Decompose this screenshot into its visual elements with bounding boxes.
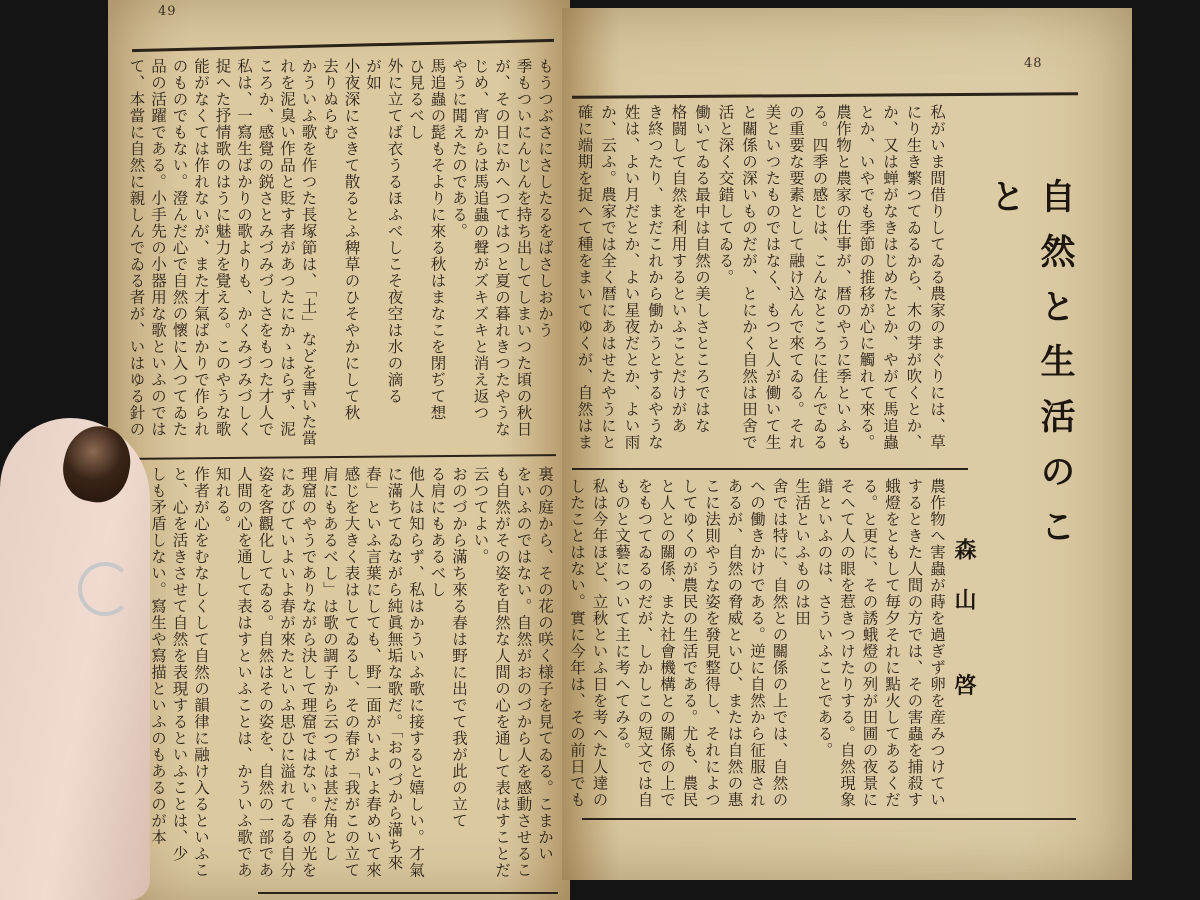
text-column: 姓は、よい月だとか、よい星夜だとか、よい雨 — [622, 104, 641, 451]
text-column: 肩にもあるべし」は歌の調子から云つては甚だ角とし — [321, 466, 339, 862]
text-column: 裏の庭から、その花の咲く様子を見てゐる。こまかい — [536, 466, 554, 862]
text-column: 春」といふ言葉にしても、野一面がいよいよ春めいて來 — [364, 466, 382, 879]
text-column: 私がいま間借りしてゐる農家のまぐりには、草 — [928, 104, 946, 451]
bottom-rule-left — [258, 892, 558, 894]
text-column: る。と更に、その誘蛾燈の列が田圃の夜景に — [860, 478, 879, 808]
text-column: とか、いやでも季節の推移が心に觸れて來る。 — [857, 104, 876, 451]
text-column: 働いてゐる最中は自然の美しさところではな — [693, 104, 711, 434]
text-column: にあびていよいよ春が來たといふ思ひに溢れてゐる自分 — [278, 466, 296, 879]
text-column: おのづから滿ち來る春は野に出でて我が此の立て — [450, 466, 468, 829]
text-column: こに法則やうな姿を發見整得し、それによつ — [703, 478, 721, 808]
text-column: と、心を活きさせて自然を表現するといふことは、少 — [171, 466, 189, 862]
text-column: やうに聞えたのである。 — [450, 58, 468, 240]
text-column: 農作物へ害蟲が蒔を過ぎず卵を産みつけてい — [928, 478, 946, 808]
text-column: ひ見るべし — [407, 58, 425, 141]
text-column: 錯といふのは、さういふことである。 — [815, 478, 834, 759]
text-column: 姿を客觀化してゐる。自然はその姿を、自然の一部であ — [257, 466, 275, 879]
text-column: にり生き繁つてゐるから、木の芽が吹くとか、 — [904, 104, 923, 451]
text-column: 人間の心を通して表はすといふことは、かういふ歌であ — [235, 466, 253, 879]
text-column: 格闘して自然を利用するといふことだけがあ — [669, 104, 688, 434]
text-column: ころか、感覺の鋭さとみづみづしさをもつた才人で — [257, 58, 275, 438]
page-number-left: 49 — [158, 4, 177, 19]
text-column: て、本當に自然に親しんでゐる者が、いはゆる針の — [128, 58, 146, 438]
text-column: 感じを大きく表はしてゐるし、その春が「我がこの立て — [343, 466, 361, 879]
text-column: ものと文藝について主に考へてみる。 — [613, 478, 631, 759]
text-column: をもつてゐるのだが、しかしこの短文では自 — [635, 478, 654, 808]
text-column: しも矛盾しない。寫生や寫描といふのもあるのが本 — [149, 466, 167, 846]
article-author: 森山 啓 — [951, 538, 976, 724]
left-page — [108, 0, 570, 900]
text-column: 捉へた抒情歌のはうに魅力を覺える。このやうな歌 — [214, 58, 232, 438]
page-number-right: 48 — [1024, 56, 1043, 71]
text-column: の重要な要素として融け込んで來てゐる。それ — [787, 104, 805, 451]
text-column: 確に端期を捉へて種をまいてゆくが、自然はま — [575, 104, 594, 451]
text-column: 小夜深にさきて散るとふ稗草のひそやかにして秋 — [343, 58, 361, 421]
text-column: 品の活躍である。小手先の小器用な歌といふのでは — [149, 58, 167, 438]
text-column: 季もついにんじんを持ち出してしまいつた頃の秋日 — [515, 58, 533, 438]
text-column: と關係の深いものだが、とにかく自然は田舍で — [740, 104, 758, 451]
text-column: 理窟のやうでありながら決して理窟ではない。春の光を — [300, 466, 318, 879]
text-column: するときた人間の方では、その害蟲を捕殺す — [905, 478, 924, 808]
text-column: も自然がその姿を自然な人間の心を通して表はすことだ — [493, 466, 511, 879]
text-column: あるが、自然の脅威といひ、または自然の惠 — [725, 478, 744, 808]
text-column: き終つたり、まだこれから働かうとするやうな — [646, 104, 664, 451]
top-rule-right — [572, 92, 1078, 99]
text-column: 私は、一寫生ばかりの歌よりも、かくみづみづしく — [235, 58, 253, 438]
text-column: 美といつたものではなく、もつと人が働いて生 — [763, 104, 782, 451]
text-column: 舍では特に、自然との關係の上では、自然の — [770, 478, 789, 808]
text-column: 生活といふものは田 — [793, 478, 811, 627]
text-column: と人との關係、また社會機構との關係の上で — [658, 478, 676, 808]
text-column: が如 — [364, 58, 382, 91]
middle-rule-left — [130, 454, 556, 460]
text-column: 活と深く交錯してゐる。 — [716, 104, 735, 286]
text-column: か、又は蝉がなきはじめたとか、やがて馬追蟲 — [881, 104, 899, 451]
finger-ring — [78, 562, 132, 616]
text-column: したことはない。實に今年は、その前日でも — [568, 478, 586, 808]
bottom-rule-right — [582, 818, 1076, 820]
text-column: もうつぶさにさしたるをばさしおかう — [536, 58, 554, 339]
text-column: 外に立てば衣うるほふべしこそ夜空は水の滴る — [386, 58, 404, 405]
top-rule-left — [132, 39, 554, 52]
text-column: 私は今年ほど、立秋といふ日を考へた人達の — [590, 478, 609, 808]
text-column: 能がなくては作れないが、また才氣ばかりで作られ — [192, 58, 210, 438]
text-column: そへて人の眼を惹きつけたりする。自然現象 — [838, 478, 856, 808]
text-column: 他人は知らず、私はかういふ歌に接すると嬉しい。才氣 — [407, 466, 425, 879]
text-column: 蛾燈をともして毎夕それに點火してあるくだ — [883, 478, 901, 808]
text-column: 馬追蟲の髭もそよりに來る秋はまなこを閉ぢて想 — [429, 58, 447, 421]
article-title: 自然と生活のこと — [985, 178, 1075, 563]
middle-rule-right — [572, 468, 968, 470]
text-column: が、その日にかへつてはつと夏の暮れきつたやうな — [493, 58, 511, 438]
text-column: に滿ちてゐながら純眞無垢な歌だ。「おのづから滿ち來 — [386, 466, 404, 871]
text-column: 云つてよい。 — [472, 466, 490, 565]
text-column: のものでもない。澄んだ心で自然の懷に入つてゐた — [171, 58, 189, 438]
text-column: 知れる。 — [214, 466, 232, 532]
text-column: 去りぬらむ — [321, 58, 339, 141]
text-column: る。四季の感じは、こんなところに住んでゐる — [810, 104, 829, 451]
right-page — [562, 8, 1132, 880]
text-column: か、云ふ。農家では全く暦にあはせたやうにと — [599, 104, 617, 451]
text-column: 作者が心をむなしくして自然の韻律に融け入るといふこ — [192, 466, 210, 879]
text-column: る肩にもあるべし — [429, 466, 447, 598]
text-column: かういふ歌を作つた長塚節は、「土」などを書いた當 — [300, 58, 318, 447]
text-column: をいふのではない。自然がおのづから人を感動させるこ — [515, 466, 533, 879]
text-column: じめ、宵からは馬追蟲の聲がズキズキと消え返つ — [472, 58, 490, 421]
text-column: 農作物と農家の仕事が、暦のやうに季といふも — [834, 104, 852, 451]
text-column: への働きかけである。逆に自然から征服され — [748, 478, 766, 808]
text-column: してゆくのが農民の生活である。尤も、農民 — [680, 478, 699, 808]
text-column: れを泥臭い作品と貶す者があつたにかゝはらず、泥 — [278, 58, 296, 438]
